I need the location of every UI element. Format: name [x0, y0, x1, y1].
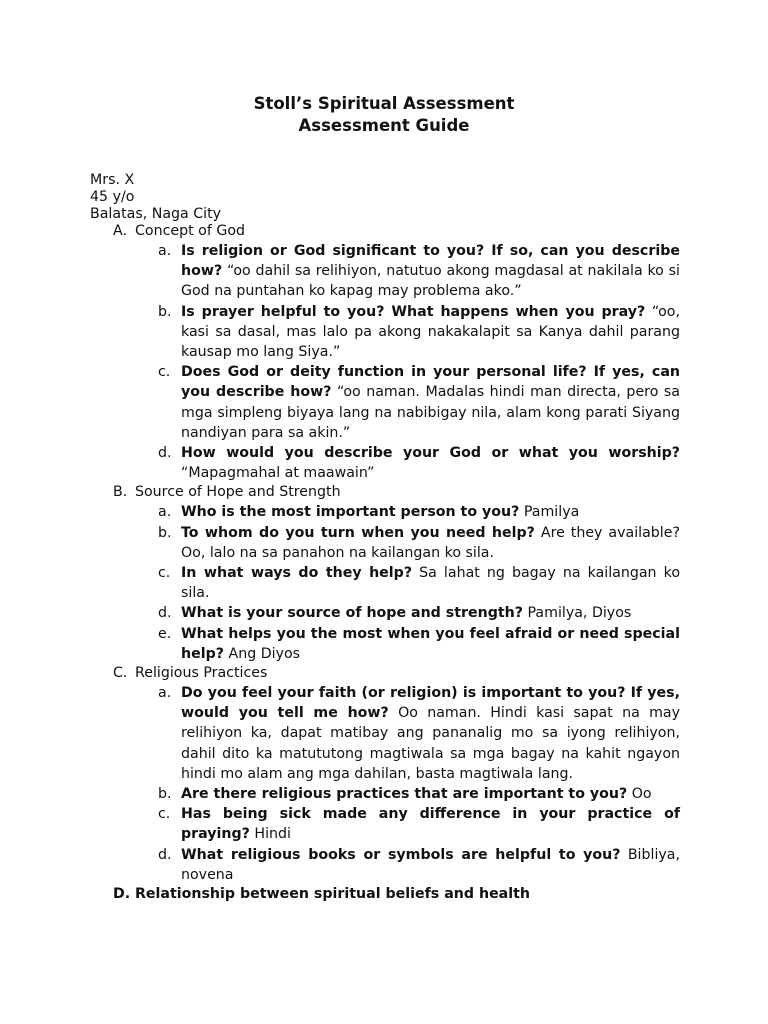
- title-line-2: Assessment Guide: [298, 116, 470, 135]
- section-title: Concept of God: [135, 223, 246, 239]
- section-heading: [90, 222, 680, 241]
- item-answer: Are they available? Oo, lalo na sa panahon na kailangan ko sila.: [181, 524, 680, 561]
- item-answer: Pamilya, Diyos: [527, 605, 632, 622]
- item-marker: d.: [158, 846, 172, 863]
- item-answer: Ang Diyos: [228, 645, 301, 662]
- patient-info: [90, 172, 221, 223]
- list-item: [90, 362, 680, 443]
- list-item: [90, 241, 680, 302]
- list-item: [90, 845, 680, 885]
- item-question: How would you describe your God or what you worship?: [181, 445, 680, 462]
- item-question: What religious books or symbols are helpful to you?: [181, 846, 621, 863]
- patient-age: 45 y/o: [90, 189, 135, 205]
- item-answer: Pamilya: [523, 504, 580, 521]
- item-question: To whom do you turn when you need help?: [181, 524, 535, 541]
- item-question: What helps you the most when you feel afraid or need special help?: [181, 625, 680, 662]
- item-question: Who is the most important person to you?: [181, 504, 520, 521]
- section-heading: [90, 483, 680, 502]
- item-question: What is your source of hope and strength?: [181, 605, 523, 622]
- section-letter: C.: [113, 665, 128, 682]
- item-question: Are there religious practices that are important to you?: [181, 786, 628, 803]
- item-question: In what ways do they help?: [181, 565, 413, 582]
- item-marker: c.: [158, 565, 171, 582]
- item-answer: Oo naman. Hindi kasi sapat na may relihiyon ka, dapat matibay ang pananalig mo sa iyong relihiyon, dahil dito ka matututong magtiwala sa mga bagay na kahit ngayon hindi mo alam ang mga dahilan, basta magtiwala lang.: [181, 705, 680, 782]
- item-marker: a.: [158, 243, 172, 259]
- item-question: Has being sick made any difference in your practice of praying?: [181, 806, 680, 843]
- section-letter: A.: [113, 223, 127, 239]
- item-answer: Sa lahat ng bagay na kailangan ko sila.: [181, 565, 681, 602]
- item-question: Does God or deity function in your personal life? If yes, can you describe how?: [181, 364, 680, 401]
- patient-name: Mrs. X: [90, 172, 135, 188]
- section-title: Source of Hope and Strength: [135, 484, 341, 501]
- item-marker: b.: [158, 524, 172, 541]
- item-answer: Bibliya, novena: [181, 846, 680, 883]
- item-question: Do you feel your faith (or religion) is important to you? If yes, would you tell me how?: [181, 685, 680, 722]
- item-marker: e.: [158, 625, 172, 642]
- item-marker: a.: [158, 685, 172, 702]
- item-marker: d.: [158, 445, 172, 462]
- item-answer: “Mapagmahal at maawain”: [181, 465, 375, 482]
- item-marker: b.: [158, 303, 172, 320]
- section-heading: [90, 664, 680, 683]
- list-item: [90, 624, 680, 664]
- assessment-content: [90, 222, 680, 904]
- item-marker: d.: [158, 605, 172, 622]
- list-item: [90, 523, 680, 563]
- list-item: [90, 683, 680, 784]
- section-title: Religious Practices: [135, 665, 268, 682]
- list-item: [90, 443, 680, 483]
- list-item: [90, 302, 680, 363]
- section-letter: D.: [113, 886, 131, 903]
- section-title: Relationship between spiritual beliefs and health: [135, 886, 531, 903]
- section-heading: [90, 885, 680, 904]
- item-marker: a.: [158, 504, 172, 521]
- item-question: Is prayer helpful to you? What happens when you pray?: [181, 303, 646, 320]
- list-item: [90, 603, 680, 623]
- item-answer: Hindi: [254, 826, 291, 843]
- item-answer: “oo naman. Madalas hindi man directa, pero sa mga simpleng biyaya lang na nabibigay nila, alam kong parati Siyang nandiyan para sa akin.”: [181, 384, 680, 441]
- item-question: Is religion or God significant to you? If so, can you describe how?: [181, 243, 680, 280]
- item-marker: c.: [158, 364, 171, 381]
- list-item: [90, 563, 680, 603]
- document-title: [0, 93, 768, 137]
- list-item: [90, 804, 680, 844]
- item-marker: c.: [158, 806, 171, 823]
- patient-address: Balatas, Naga City: [90, 206, 222, 222]
- title-line-1: Stoll’s Spiritual Assessment: [253, 94, 515, 113]
- list-item: [90, 784, 680, 804]
- item-marker: b.: [158, 786, 172, 803]
- item-answer: “oo dahil sa relihiyon, natutuo akong magdasal at nakilala ko si God na puntahan ko kapag may problema ako.”: [181, 263, 680, 300]
- item-answer: Oo: [631, 786, 652, 803]
- list-item: [90, 502, 680, 522]
- item-answer: “oo, kasi sa dasal, mas lalo pa akong nakakalapit sa Kanya dahil parang kausap mo lang Siya.”: [181, 303, 680, 361]
- section-letter: B.: [113, 484, 128, 501]
